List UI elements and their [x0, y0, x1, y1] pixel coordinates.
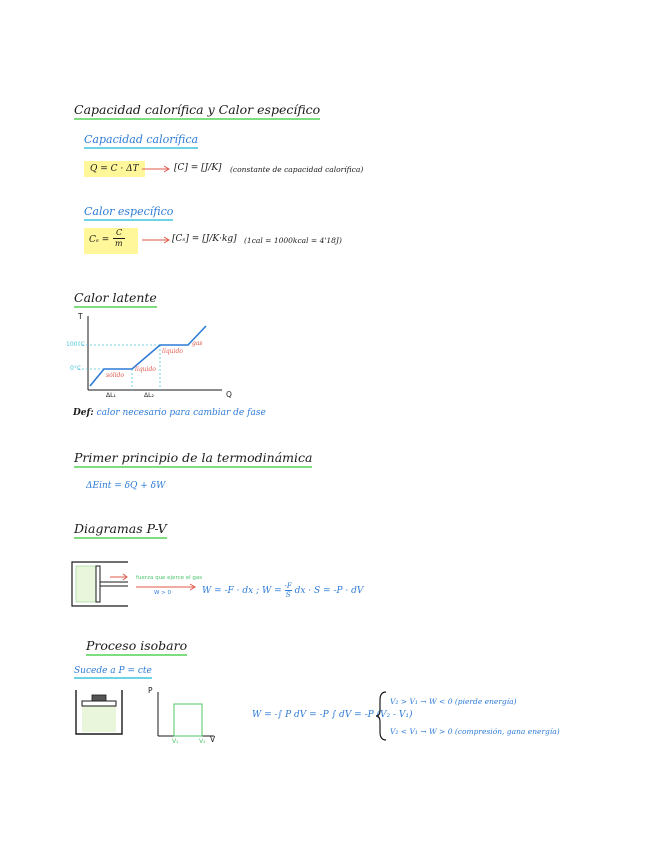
subtitle-calor-especifico: Calor específico: [84, 205, 173, 221]
formula-work: [202, 582, 363, 599]
case-expansion: V₂ > V₁ → W < 0 (pierde energía): [390, 697, 517, 706]
brace-icon: [376, 690, 388, 742]
graph1-x-tick-1: ΔL₁: [106, 392, 116, 399]
formula-work-frac-den: S: [285, 591, 291, 599]
section-title-proceso-isobaro: Proceso isobaro: [86, 638, 187, 656]
graph2-x-tick-1: V₁: [172, 738, 179, 745]
section-title-capacidad: Capacidad calorífica y Calor específico: [74, 102, 320, 120]
arrow-icon: [142, 235, 172, 245]
arrow-label-top: fuerza que ejerce el gas: [136, 575, 203, 581]
formula-primer-principio: ΔEint = δQ + δW: [86, 481, 166, 491]
piston-cylinder-icon: [70, 560, 130, 608]
units-capacidad: [C] = [J/K]: [174, 163, 222, 173]
section-title-diagramas-pv: Diagramas P-V: [74, 521, 167, 539]
graph1-y-axis: T: [78, 312, 83, 321]
units-calor-especifico: [Cₛ] = [J/K·kg]: [172, 234, 237, 244]
arrow-label-bottom: W > 0: [154, 590, 172, 596]
subtitle-capacidad-calorifica: Capacidad calorífica: [84, 133, 198, 149]
formula-work-lhs: W = -F · dx ; W =: [202, 586, 285, 596]
formula-cs-den: m: [115, 239, 123, 248]
graph2-x-axis: V: [210, 735, 216, 744]
graph2-y-axis: P: [148, 686, 153, 695]
definition-label: Def:: [73, 408, 94, 418]
graph1-x-tick-2: ΔL₂: [144, 392, 154, 399]
case-compression: V₂ < V₁ → W > 0 (compresión, gana energía): [390, 727, 560, 736]
formula-calor-especifico: [84, 228, 138, 254]
note-capacidad: (constante de capacidad calorífica): [230, 165, 364, 174]
formula-work-tail: dx · S = -P · dV: [294, 586, 364, 596]
section-title-calor-latente: Calor latente: [74, 290, 157, 308]
arrow-icon: [142, 164, 172, 174]
formula-capacidad: Q = C · ΔT: [84, 161, 145, 177]
formula-cs-num: C: [116, 228, 123, 237]
formula-isobaric-work: W = -∫ P dV = -P ∫ dV = -P (V₂ - V₁): [252, 710, 413, 720]
subtitle-p-cte: Sucede a P = cte: [74, 666, 152, 679]
latent-heat-graph: [60, 312, 230, 404]
graph1-x-axis: Q: [226, 390, 232, 399]
formula-work-frac-num: -F: [284, 582, 292, 590]
pv-graph: [150, 690, 230, 745]
formula-cs-lhs: Cₛ =: [89, 235, 110, 245]
graph1-label-liquid-phase: líquido: [135, 366, 156, 373]
definition-text: calor necesario para cambiar de fase: [96, 408, 266, 418]
section-title-primer-principio: Primer principio de la termodinámica: [74, 450, 312, 468]
isobaric-cylinder-icon: [74, 688, 124, 736]
graph1-y-tick-low: 0°C: [70, 365, 82, 372]
graph1-y-tick-high: 100°C: [66, 341, 85, 348]
note-calor-especifico: (1cal = 1000kcal = 4'18J): [244, 236, 342, 245]
graph2-x-tick-2: V₂: [199, 738, 206, 745]
graph1-label-gas: gas: [192, 340, 203, 347]
graph1-label-liquid: líquido: [162, 348, 183, 355]
graph1-label-solid: sólido: [106, 372, 124, 379]
force-arrow-icon: [110, 573, 130, 581]
